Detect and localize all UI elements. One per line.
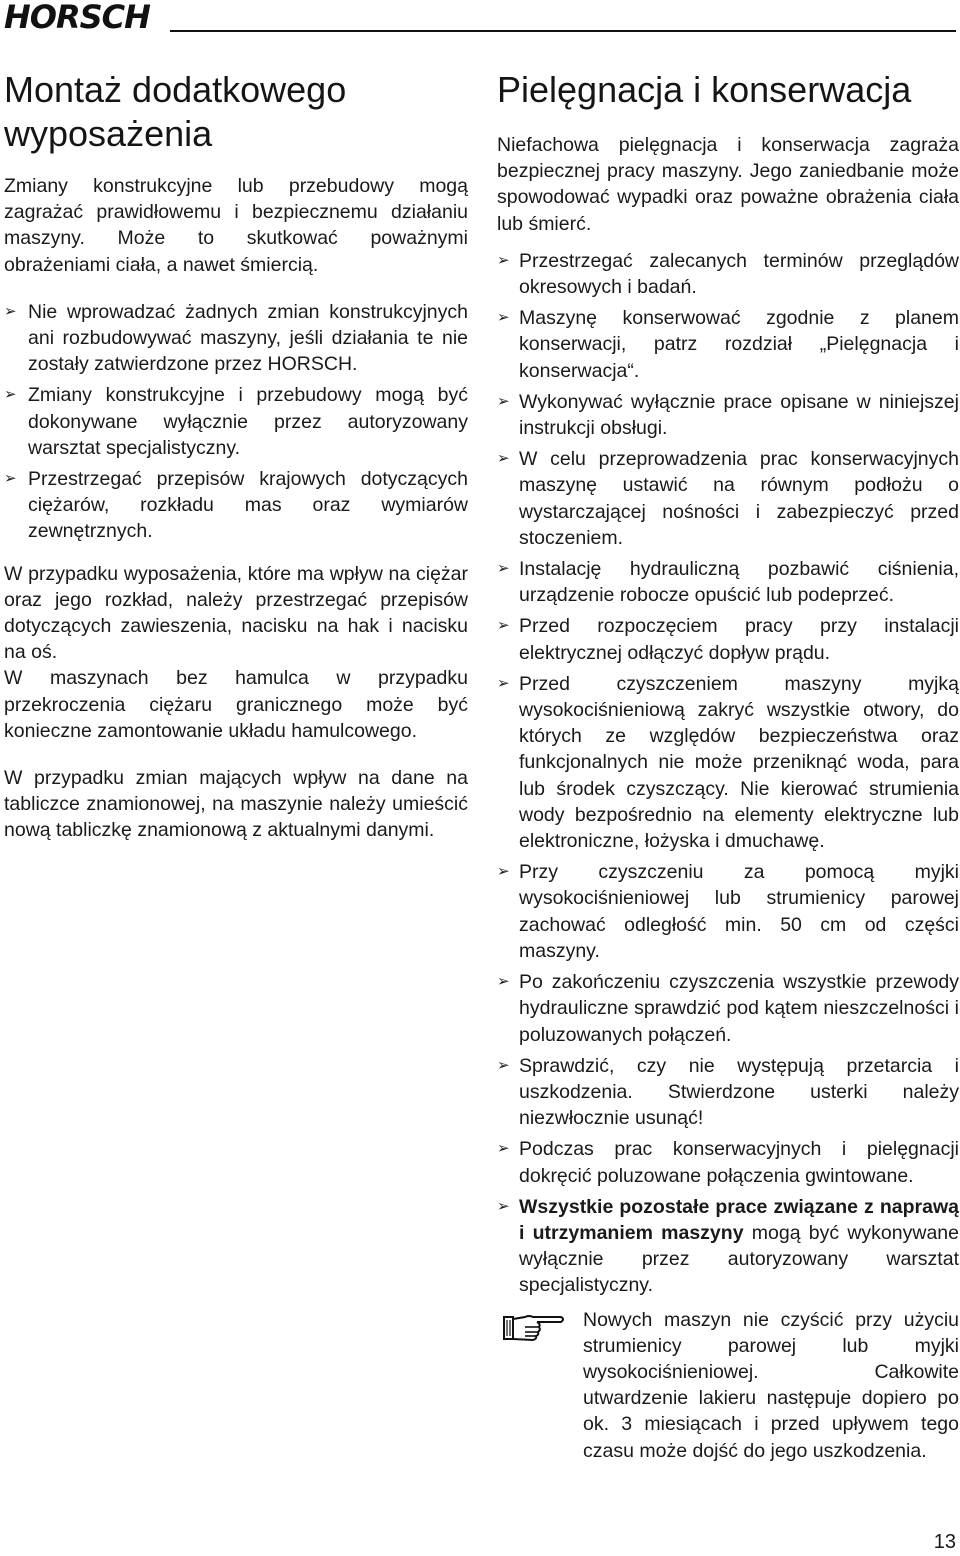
left-section-title: Montaż dodatkowego wyposażenia bbox=[4, 69, 347, 154]
arrow-bullet-icon: ➢ bbox=[497, 973, 510, 991]
list-item: ➢ W celu przeprowadzenia prac konserwacyjnych maszynę ustawić na równym podłożu o wystarczającej nośności i zabezpieczyć przed stoczeniem. bbox=[497, 448, 959, 549]
arrow-bullet-icon: ➢ bbox=[4, 470, 17, 488]
note-text: Nowych maszyn nie czyścić przy użyciu strumienicy parowej lub myjki wysokociśnieniowej. Całkowite utwardzenie lakieru następuje dopiero po ok. 3 miesiącach i przed upływem tego czasu może dojść do jego uszkodzenia. bbox=[583, 1308, 959, 1462]
note-block bbox=[497, 1307, 959, 1464]
arrow-bullet-icon: ➢ bbox=[497, 1056, 510, 1074]
left-paragraph-nameplate: W przypadku zmian mających wpływ na dane na tabliczce znamionowej, na maszynie należy umieścić nową tabliczkę znamionową z aktualnymi danymi. bbox=[4, 767, 468, 842]
list-item: ➢ Zmiany konstrukcyjne i przebudowy mogą być dokonywane wyłącznie przez autoryzowany warsztat specjalistyczny. bbox=[4, 384, 468, 459]
list-item: ➢ Podczas prac konserwacyjnych i pielęgnacji dokręcić poluzowane połączenia gwintowane. bbox=[497, 1138, 959, 1187]
right-section-title: Pielęgnacja i konserwacja bbox=[497, 69, 912, 110]
arrow-bullet-icon: ➢ bbox=[497, 674, 510, 692]
arrow-bullet-icon: ➢ bbox=[497, 617, 510, 635]
left-bullet-list bbox=[4, 299, 468, 545]
right-column bbox=[497, 68, 959, 1464]
arrow-bullet-icon: ➢ bbox=[497, 560, 510, 578]
arrow-bullet-icon: ➢ bbox=[497, 392, 510, 410]
left-intro: Zmiany konstrukcyjne lub przebudowy mogą zagrażać prawidłowemu i bezpiecznemu działaniu maszyny. Może to skutkować poważnymi obrażeniami ciała, a nawet śmiercią. bbox=[4, 175, 468, 276]
page-header bbox=[0, 0, 960, 40]
bold-emphasis: Wszystkie pozostałe prace związane z naprawą i utrzymaniem maszyny bbox=[519, 1195, 959, 1244]
left-column bbox=[4, 68, 468, 844]
list-item: ➢ Przestrzegać zalecanych terminów przeglądów okresowych i badań. bbox=[497, 249, 959, 299]
list-item: ➢ Wszystkie pozostałe prace związane z naprawą i utrzymaniem maszyny mogą być wykonywane wyłącznie przez autoryzowany warsztat specjalistyczny. bbox=[497, 1195, 959, 1297]
arrow-bullet-icon: ➢ bbox=[497, 1197, 510, 1215]
list-item: ➢ Maszynę konserwować zgodnie z planem konserwacji, patrz rozdział „Pielęgnacja i konserwacja“. bbox=[497, 307, 959, 382]
list-item: ➢ Sprawdzić, czy nie występują przetarcia i uszkodzenia. Stwierdzone usterki należy niezwłocznie usunąć! bbox=[497, 1054, 959, 1130]
arrow-bullet-icon: ➢ bbox=[497, 863, 510, 881]
left-paragraph-load: W przypadku wyposażenia, które ma wpływ na ciężar oraz jego rozkład, należy przestrzegać przepisów dotyczących zawieszenia, nacisku na hak i nacisku na oś. bbox=[4, 562, 468, 664]
list-item: ➢ Nie wprowadzać żadnych zmian konstrukcyjnych ani rozbudowywać maszyny, jeśli działania te nie zostały zatwierdzone przez HORSCH. bbox=[4, 300, 468, 376]
list-item: ➢ Przed czyszczeniem maszyny myjką wysokociśnieniową zakryć wszystkie otwory, do których ze względów bezpieczeństwa oraz funkcjonalnych nie może przeniknąć woda, para lub środek czyszczący. Nie kierować strumienia wody bezpośrednio na elementy elektryczne lub elektroniczne, łożyska i dmuchawę. bbox=[497, 672, 959, 853]
arrow-bullet-icon: ➢ bbox=[4, 302, 17, 320]
arrow-bullet-icon: ➢ bbox=[4, 386, 17, 404]
horsch-logo: HORSCH bbox=[4, 0, 150, 36]
list-item: ➢ Wykonywać wyłącznie prace opisane w niniejszej instrukcji obsługi. bbox=[497, 390, 959, 440]
list-item: ➢ Przestrzegać przepisów krajowych dotyczących ciężarów, rozkładu mas oraz wymiarów zewnętrznych. bbox=[4, 468, 468, 543]
list-item: ➢ Przed rozpoczęciem pracy przy instalacji elektrycznej odłączyć dopływ prądu. bbox=[497, 615, 959, 664]
pointing-hand-icon bbox=[503, 1311, 567, 1345]
arrow-bullet-icon: ➢ bbox=[497, 1140, 510, 1158]
header-rule bbox=[170, 30, 956, 32]
left-paragraph-brakes: W maszynach bez hamulca w przypadku przekroczenia ciężaru granicznego może być konieczne zamontowanie układu hamulcowego. bbox=[4, 667, 468, 742]
list-item: ➢ Instalację hydrauliczną pozbawić ciśnienia, urządzenie robocze opuścić lub podeprzeć. bbox=[497, 558, 959, 607]
arrow-bullet-icon: ➢ bbox=[497, 251, 510, 269]
arrow-bullet-icon: ➢ bbox=[497, 309, 510, 327]
right-bullet-list bbox=[497, 248, 959, 1299]
page-number: 13 bbox=[933, 1531, 956, 1553]
arrow-bullet-icon: ➢ bbox=[497, 450, 510, 468]
list-item: ➢ Po zakończeniu czyszczenia wszystkie przewody hydrauliczne sprawdzić pod kątem nieszczelności i poluzowanych połączeń. bbox=[497, 971, 959, 1046]
right-intro: Niefachowa pielęgnacja i konserwacja zagraża bezpiecznej pracy maszyny. Jego zaniedbanie może spowodować wypadki oraz poważne obrażenia ciała lub śmierć. bbox=[497, 134, 959, 235]
list-item: ➢ Przy czyszczeniu za pomocą myjki wysokociśnieniowej lub strumienicy parowej zachować odległość min. 50 cm od części maszyny. bbox=[497, 861, 959, 962]
